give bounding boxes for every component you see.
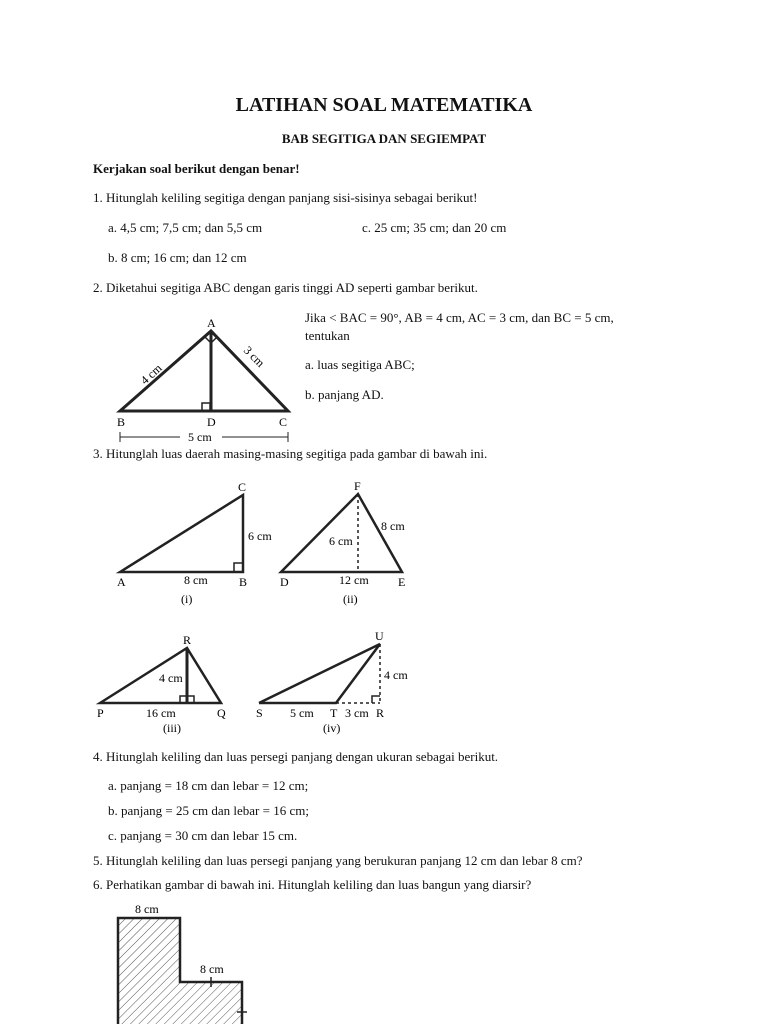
question-4-option-c: c. panjang = 30 cm dan lebar 15 cm.: [108, 828, 298, 843]
fig-iii-label-p: P: [97, 706, 104, 720]
fig-i-caption: (i): [181, 592, 193, 606]
fig-i-height: 6 cm: [248, 529, 272, 543]
vertex-label-a: A: [207, 316, 216, 330]
question-6: 6. Perhatikan gambar di bawah ini. Hitunglah keliling dan luas bangun yang diarsir?: [93, 877, 532, 892]
question-1-option-a: a. 4,5 cm; 7,5 cm; dan 5,5 cm: [108, 220, 263, 235]
fig-iv-label-r: R: [376, 706, 385, 720]
chapter-subtitle: BAB SEGITIGA DAN SEGIEMPAT: [281, 131, 487, 146]
fig-ii-side: 8 cm: [381, 519, 405, 533]
fig-iv-label-u: U: [375, 629, 384, 643]
question-2: 2. Diketahui segitiga ABC dengan garis tinggi AD seperti gambar berikut.: [93, 280, 478, 295]
question-4-option-b: b. panjang = 25 cm dan lebar = 16 cm;: [108, 803, 309, 818]
shape-top-label: 8 cm: [135, 902, 159, 916]
fig-iv-height: 4 cm: [384, 668, 408, 682]
side-label-ab: 4 cm: [137, 360, 165, 388]
fig-ii-label-e: E: [398, 575, 406, 589]
base-label-bc: 5 cm: [188, 430, 212, 444]
fig-iv-st: 5 cm: [290, 706, 314, 720]
question-2-part-a: a. luas segitiga ABC;: [305, 357, 415, 372]
fig-i-base: 8 cm: [184, 573, 208, 587]
question-2-given-cont: tentukan: [305, 328, 350, 343]
fig-i-label-a: A: [117, 575, 126, 589]
side-label-ac: 3 cm: [240, 343, 268, 370]
fig-iii-label-r: R: [183, 633, 192, 647]
fig-i-label-c: C: [238, 480, 247, 494]
vertex-label-d: D: [207, 415, 216, 429]
question-3: 3. Hitunglah luas daerah masing-masing segitiga pada gambar di bawah ini.: [93, 446, 488, 461]
fig-iv-label-s: S: [256, 706, 263, 720]
vertex-label-c: C: [279, 415, 288, 429]
question-1-option-b: b. 8 cm; 16 cm; dan 12 cm: [108, 250, 247, 265]
shaded-shape-figure: [118, 902, 247, 1024]
shape-mid-label: 8 cm: [200, 962, 224, 976]
triangle-pqr-fig-iii: [97, 633, 226, 735]
vertex-label-b: B: [117, 415, 126, 429]
fig-iv-caption: (iv): [323, 721, 341, 735]
fig-iii-label-q: Q: [217, 706, 226, 720]
triangle-def-fig-ii: [280, 479, 405, 606]
fig-ii-height: 6 cm: [329, 534, 353, 548]
question-5: 5. Hitunglah keliling dan luas persegi panjang yang berukuran panjang 12 cm dan lebar 8 cm?: [93, 853, 583, 868]
fig-ii-caption: (ii): [343, 592, 358, 606]
question-1: 1. Hitunglah keliling segitiga dengan panjang sisi-sisinya sebagai berikut!: [93, 190, 478, 205]
triangle-stu-fig-iv: [256, 629, 408, 735]
fig-i-label-b: B: [239, 575, 248, 589]
fig-iii-height: 4 cm: [159, 671, 183, 685]
fig-iv-tr: 3 cm: [345, 706, 369, 720]
fig-iii-base: 16 cm: [146, 706, 176, 720]
question-4-option-a: a. panjang = 18 cm dan lebar = 12 cm;: [108, 778, 309, 793]
question-2-given: Jika < BAC = 90°, AB = 4 cm, AC = 3 cm, dan BC = 5 cm,: [305, 310, 614, 325]
question-2-part-b: b. panjang AD.: [305, 387, 384, 402]
fig-ii-label-d: D: [280, 575, 289, 589]
triangle-abc-figure: [117, 316, 288, 444]
fig-iii-caption: (iii): [163, 721, 181, 735]
instruction-text: Kerjakan soal berikut dengan benar!: [93, 161, 300, 176]
fig-ii-base: 12 cm: [339, 573, 369, 587]
triangle-abc-fig-i: [117, 480, 272, 606]
question-1-option-c: c. 25 cm; 35 cm; dan 20 cm: [362, 220, 507, 235]
question-4: 4. Hitunglah keliling dan luas persegi panjang dengan ukuran sebagai berikut.: [93, 749, 499, 764]
page-title: LATIHAN SOAL MATEMATIKA: [235, 94, 533, 116]
fig-iv-label-t: T: [330, 706, 338, 720]
fig-ii-label-f: F: [354, 479, 361, 493]
